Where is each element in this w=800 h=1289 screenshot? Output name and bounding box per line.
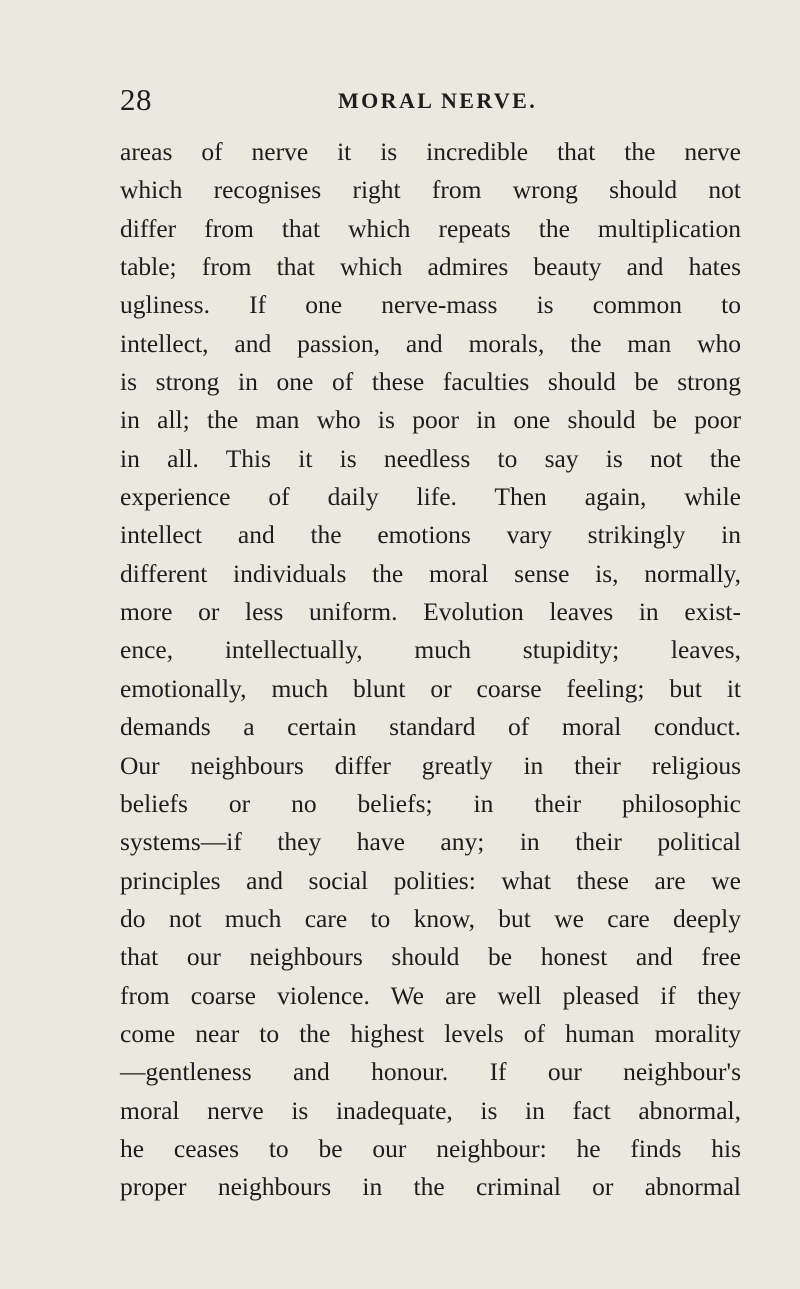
text-line: moral nerve is inadequate, is in fact abnormal, xyxy=(120,1095,741,1125)
body-text xyxy=(120,133,741,1207)
text-line: systems—if they have any; in their political xyxy=(120,827,741,857)
text-line: do not much care to know, but we care deeply xyxy=(120,903,741,933)
text-line: demands a certain standard of moral conduct. xyxy=(120,712,741,742)
running-title: MORAL NERVE. xyxy=(338,88,538,113)
text-line: ence, intellectually, much stupidity; leaves, xyxy=(120,635,741,665)
text-line: intellect, and passion, and morals, the man who xyxy=(120,328,741,358)
text-line: experience of daily life. Then again, while xyxy=(120,482,741,512)
text-line: in all. This it is needless to say is not the xyxy=(120,443,741,473)
text-line: table; from that which admires beauty and hates xyxy=(120,252,741,282)
text-line: Our neighbours differ greatly in their religious xyxy=(120,750,741,780)
text-line: different individuals the moral sense is, normally, xyxy=(120,558,741,588)
text-line: emotionally, much blunt or coarse feeling; but it xyxy=(120,673,741,703)
text-line: come near to the highest levels of human morality xyxy=(120,1018,741,1048)
text-line: areas of nerve it is incredible that the nerve xyxy=(120,137,741,166)
text-line: from coarse violence. We are well pleased if they xyxy=(120,980,741,1010)
text-line: in all; the man who is poor in one should be poor xyxy=(120,405,741,435)
page-header xyxy=(120,82,740,122)
text-line: proper neighbours in the criminal or abnormal xyxy=(120,1172,741,1202)
text-line: ugliness. If one nerve-mass is common to xyxy=(120,290,741,320)
text-line: which recognises right from wrong should not xyxy=(120,175,741,205)
text-line: he ceases to be our neighbour: he finds his xyxy=(120,1133,741,1163)
text-line: intellect and the emotions vary strikingly in xyxy=(120,520,741,550)
text-line: is strong in one of these faculties should be strong xyxy=(120,367,741,397)
text-line: beliefs or no beliefs; in their philosophic xyxy=(120,788,741,818)
page-number: 28 xyxy=(120,82,152,117)
text-line: more or less uniform. Evolution leaves in exist- xyxy=(120,597,741,627)
text-line: principles and social polities: what these are we xyxy=(120,865,741,895)
text-line: that our neighbours should be honest and free xyxy=(120,942,741,972)
text-line: —gentleness and honour. If our neighbour's xyxy=(120,1057,741,1087)
text-line: differ from that which repeats the multiplication xyxy=(120,213,741,243)
